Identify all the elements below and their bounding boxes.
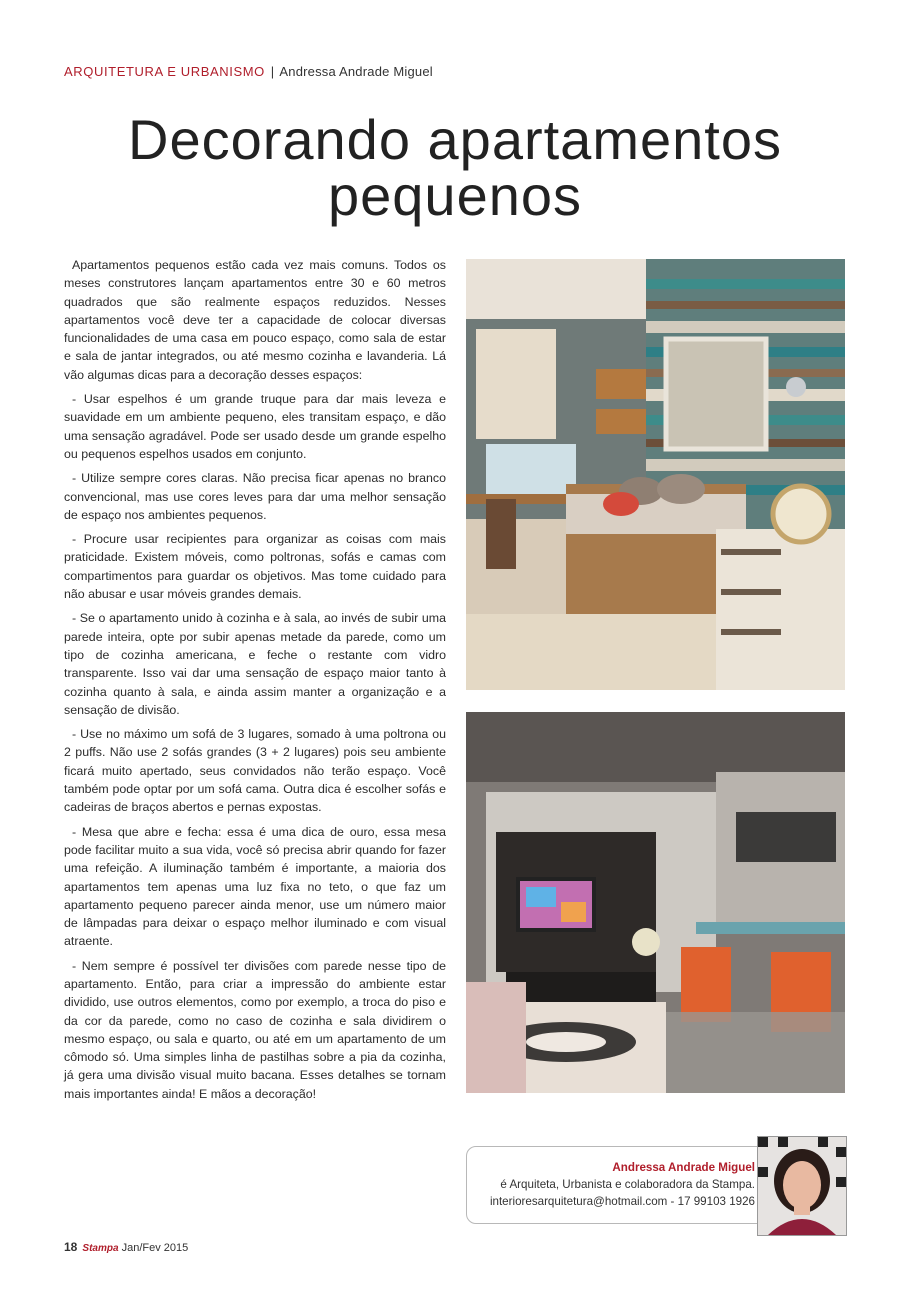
- paragraph: - Mesa que abre e fecha: essa é uma dica de ouro, essa mesa pode facilitar muito a sua vida, você só precisa abrir quando for fazer uma refeição. A iluminação também é importante, a maioria dos apartamentos tem apenas uma luz fixa no teto, o que faz um apartamento pequeno parecer ainda menor, use um número maior de lâmpadas para deixar o espaço melhor iluminado e com visual atraente.: [64, 824, 446, 949]
- paragraph: - Nem sempre é possível ter divisões com parede nesse tipo de apartamento. Então, para criar a impressão do ambiente estar dividido, use outros elementos, como por exemplo, a troca do piso e da cor da parede, como no caso de cozinha e sala dividirem o mesmo espaço, ou sala e quarto, ou até em um apartamento de um cômodo só. Uma simples linha de pastilhas sobre a pia da cozinha, já gera uma divisão visual muito bacana. Esses detalhes se tornam mais importantes ainda! E mãos a decoração!: [64, 958, 446, 1101]
- paragraph: - Se o apartamento unido à cozinha e à sala, ao invés de subir uma parede inteira, opte por subir apenas metade da parede, como um tipo de cozinha americana, e feche o restante com vidro transparente. Isso vai dar uma sensação de espaço maior tanto à cozinha quanto à sala, e ainda assim manter a organização e a sensação de divisão.: [64, 611, 446, 717]
- section-header: [64, 64, 433, 79]
- magazine-brand: Stampa: [82, 1243, 119, 1254]
- header-author: Andressa Andrade Miguel: [279, 64, 433, 79]
- issue-date: Jan/Fev 2015: [121, 1242, 189, 1254]
- paragraph: - Utilize sempre cores claras. Não precisa ficar apenas no branco convencional, mas use cores leves para dar uma melhor sensação de espaço nos ambientes pequenos.: [64, 471, 446, 522]
- title-line-2: pequenos: [327, 164, 582, 227]
- header-separator: |: [270, 64, 275, 79]
- author-box: [466, 1146, 768, 1224]
- living-room-photo: [466, 712, 845, 1093]
- page-footer: [64, 1240, 188, 1254]
- author-info: [490, 1159, 755, 1210]
- title-line-1: Decorando apartamentos: [128, 108, 782, 171]
- author-portrait: [757, 1136, 847, 1236]
- article-body: [64, 256, 446, 1109]
- article-title: [60, 108, 850, 227]
- author-contact: interioresarquitetura@hotmail.com - 17 99103 1926: [489, 1195, 755, 1208]
- paragraph: Apartamentos pequenos estão cada vez mais comuns. Todos os meses construtores lançam apartamentos entre 30 e 60 metros quadrados que são realmente espaços reduzidos. Nesses apartamentos você deve ter a capacidade de colocar diversas funcionalidades de uma casa em pouco espaço, como sala de estar e sala de jantar integrados, ou até mesmo cozinha e lavanderia. Lá vão algumas dicas para a decoração desses espaços:: [64, 258, 446, 382]
- paragraph: - Procure usar recipientes para organizar as coisas com mais praticidade. Existem móveis, como poltronas, sofás e camas com compartimentos para guardar os objetivos. Mas tome cuidado para não abusar e usar móveis grandes demais.: [64, 532, 446, 602]
- page-number: 18: [64, 1240, 78, 1254]
- author-role: é Arquiteta, Urbanista e colaboradora da Stampa.: [500, 1178, 755, 1191]
- paragraph: - Use no máximo um sofá de 3 lugares, somado à uma poltrona ou 2 puffs. Não use 2 sofás grandes (3 + 2 lugares) pois seu ambiente ficará muito apertado, seus convidados não terão espaço. Você também pode optar por um sofá cama. Outra dica é escolher sofás e cadeiras de braços abertos e pernas expostas.: [64, 727, 446, 815]
- bedroom-photo: [466, 259, 845, 690]
- section-name: ARQUITETURA E URBANISMO: [64, 64, 265, 79]
- author-name: Andressa Andrade Miguel: [612, 1161, 755, 1174]
- paragraph: - Usar espelhos é um grande truque para dar mais leveza e suavidade em um ambiente pequeno, eles transitam espaço, e dão uma sensação agradável. Pode ser usado desde um grande espelho ou pequenos espelhos usados em conjunto.: [64, 392, 446, 461]
